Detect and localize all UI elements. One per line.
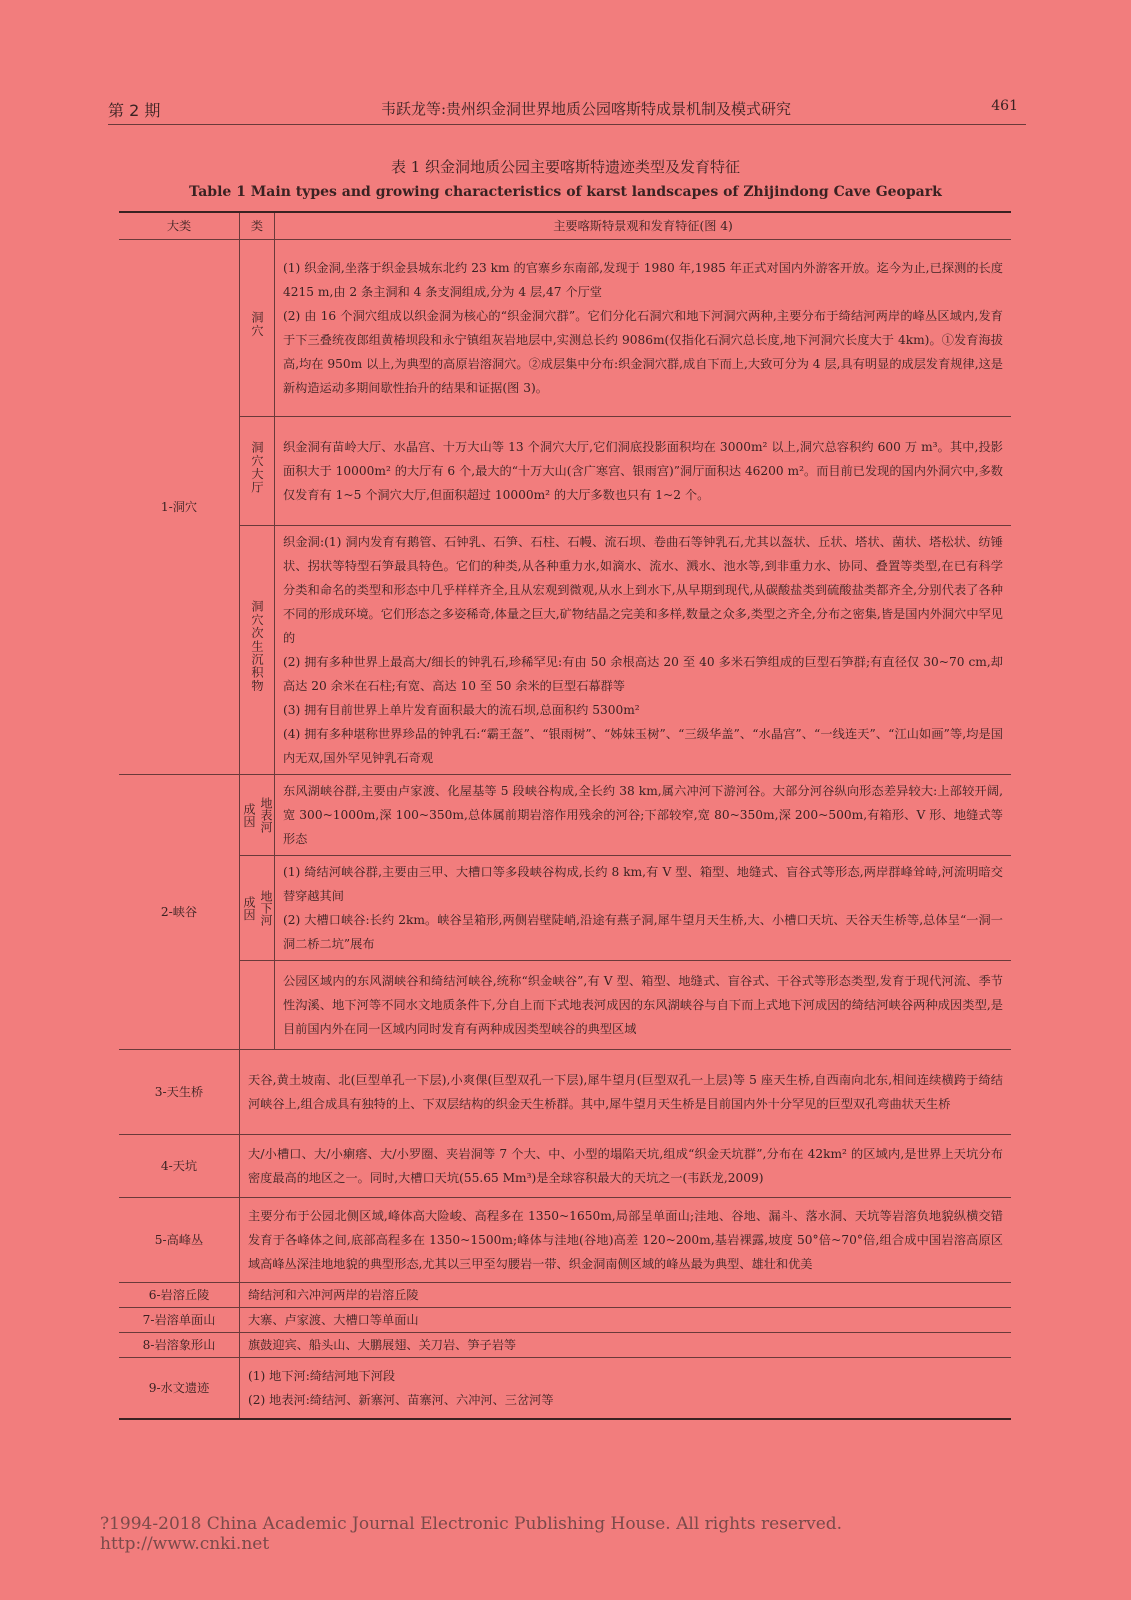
table-caption-en: Table 1 Main types and growing characteristics of karst landscapes of Zhijindong Cave Geopark xyxy=(189,184,942,200)
description-cell: 东风湖峡谷群,主要由卢家渡、化屋基等 5 段峡谷构成,全长约 38 km,属六冲河下游河谷。大部分河谷纵向形态差异较大:上部较开阔,宽 300~1000m,深 100~350m,总体属前期岩溶作用残余的河谷;下部较窄,宽 80~350m,深 200~500m,有箱形、V 形、地缝式等形态 xyxy=(275,775,1012,856)
table-row xyxy=(119,1050,1011,1135)
description-cell: (1) 地下河:绮结河地下河段 (2) 地表河:绮结河、新寨河、苗寨河、六冲河、三岔河等 xyxy=(240,1358,1012,1420)
category-cell: 4-天坑 xyxy=(119,1135,240,1198)
running-header xyxy=(108,96,1026,125)
category-cell: 8-岩溶象形山 xyxy=(119,1333,240,1358)
karst-types-table xyxy=(119,211,1011,1420)
page-number: 461 xyxy=(991,98,1018,114)
table-row xyxy=(119,1358,1011,1420)
table-row xyxy=(119,961,1011,1050)
table-header-row xyxy=(119,212,1011,240)
description-cell: 主要分布于公园北侧区域,峰体高大险峻、高程多在 1350~1650m,局部呈单面山;洼地、谷地、漏斗、落水洞、天坑等岩溶负地貌纵横交错发育于各峰体之间,底部高程多在 1350~1500m;峰体与洼地(谷地)高差 120~200m,基岩裸露,坡度 50°倍~70°倍,组合成中国岩溶高原区域高峰丛深洼地地貌的典型形态,尤其以三甲至勾腰岩一带、织金洞南侧区域的峰丛最为典型、雄壮和优美 xyxy=(240,1198,1012,1283)
description-cell: 公园区域内的东风湖峡谷和绮结河峡谷,统称“织金峡谷”,有 V 型、箱型、地缝式、盲谷式、干谷式等形态类型,发育于现代河流、季节性沟溪、地下河等不同水文地质条件下,分自上而下式地表河成因的东风湖峡谷与自下而上式地下河成因的绮结河峡谷两种成因类型,是目前国内外在同一区域内同时发育有两种成因类型峡谷的典型区域 xyxy=(275,961,1012,1050)
copyright-text: ?1994-2018 China Academic Journal Electronic Publishing House. All rights reserved. xyxy=(100,1514,843,1534)
class-cell: 洞穴大厅 xyxy=(240,417,275,526)
description-cell: 大/小槽口、大/小瘌瘩、大/小罗圈、夹岩洞等 7 个大、中、小型的塌陷天坑,组成“织金天坑群”,分布在 42km² 的区域内,是世界上天坑分布密度最高的地区之一。同时,大槽口天坑(55.65 Mm³)是全球容积最大的天坑之一(韦跃龙,2009) xyxy=(240,1135,1012,1198)
description-cell: 大寨、卢家渡、大槽口等单面山 xyxy=(240,1308,1012,1333)
table-row xyxy=(119,775,1011,856)
description-cell: 织金洞有苗岭大厅、水晶宫、十万大山等 13 个洞穴大厅,它们洞底投影面积均在 3000m² 以上,洞穴总容积约 600 万 m³。其中,投影面积大于 10000m² 的大厅有 6 个,最大的“十万大山(含广寒宫、银雨宫)”洞厅面积达 46200 m²。而目前已发现的国内外洞穴中,多数仅发育有 1~5 个洞穴大厅,但面积超过 10000m² 的大厅多数也只有 1~2 个。 xyxy=(275,417,1012,526)
description-cell: (1) 织金洞,坐落于织金县城东北约 23 km 的官寨乡东南部,发现于 1980 年,1985 年正式对国内外游客开放。迄今为止,已探测的长度 4215 m,由 2 条主洞和 4 条支洞组成,分为 4 层,47 个厅堂 (2) 由 16 个洞穴组成以织金洞为核心的“织金洞穴群”。它们分化石洞穴和地下河洞穴两种,主要分布于绮结河两岸的峰丛区域内,发育于下三叠统夜郎组黄椿坝段和永宁镇组灰岩地层中,实测总长约 9086m(仅指化石洞穴总长度,地下河洞穴长度大于 4km)。①发育海拔高,均在 950m 以上,为典型的高原岩溶洞穴。②成层集中分布:织金洞穴群,成自下而上,大致可分为 4 层,具有明显的成层发育规律,这是新构造运动多期间歇性抬升的结果和证据(图 3)。 xyxy=(275,240,1012,417)
description-cell: (1) 绮结河峡谷群,主要由三甲、大槽口等多段峡谷构成,长约 8 km,有 V 型、箱型、地缝式、盲谷式等形态,两岸群峰耸峙,河流明暗交替穿越其间 (2) 大槽口峡谷:长约 2km。峡谷呈箱形,两侧岩壁陡峭,沿途有燕子洞,犀牛望月天生桥,大、小槽口天坑、天谷天生桥等,总体呈“一洞一洞二桥二坑”展布 xyxy=(275,856,1012,961)
category-cell: 6-岩溶丘陵 xyxy=(119,1283,240,1308)
category-gorge: 2-峡谷 xyxy=(119,775,240,1050)
table-row xyxy=(119,1283,1011,1308)
description-cell: 绮结河和六冲河两岸的岩溶丘陵 xyxy=(240,1283,1012,1308)
description-cell: 旗鼓迎宾、船头山、大鹏展翅、关刀岩、笋子岩等 xyxy=(240,1333,1012,1358)
table-row xyxy=(119,1198,1011,1283)
header-class: 类 xyxy=(240,212,275,240)
description-cell: 天谷,黄土坡南、北(巨型单孔一下层),小爽倮(巨型双孔一下层),犀牛望月(巨型双孔一上层)等 5 座天生桥,自西南向北东,相间连续横跨于绮结河峡谷上,组合成具有独特的上、下双层结构的织金天生桥群。其中,犀牛望月天生桥是目前国内外十分罕见的巨型双孔弯曲状天生桥 xyxy=(240,1050,1012,1135)
category-cell: 5-高峰丛 xyxy=(119,1198,240,1283)
issue-label: 第 2 期 xyxy=(108,101,161,120)
header-description: 主要喀斯特景观和发育特征(图 4) xyxy=(275,212,1012,240)
class-cell: 洞穴次生沉积物 xyxy=(240,526,275,775)
category-cell: 3-天生桥 xyxy=(119,1050,240,1135)
table-row xyxy=(119,526,1011,775)
table-row xyxy=(119,417,1011,526)
table-row xyxy=(119,240,1011,417)
category-cell: 7-岩溶单面山 xyxy=(119,1308,240,1333)
header-category: 大类 xyxy=(119,212,240,240)
description-cell: 织金洞:(1) 洞内发育有鹅管、石钟乳、石笋、石柱、石幔、流石坝、卷曲石等钟乳石,尤其以盔状、丘状、塔状、菌状、塔松状、纺锤状、拐状等特型石笋最具特色。它们的种类,从各种重力水,如滴水、流水、溅水、池水等,到非重力水、协同、叠置等类型,在已有科学分类和命名的类型和形态中几乎样样齐全,且从宏观到微观,从水上到水下,从早期到现代,从碳酸盐类到硫酸盐类都齐全,分别代表了各种不同的形成环境。它们形态之多姿稀奇,体量之巨大,矿物结晶之完美和多样,数量之众多,类型之齐全,分布之密集,皆是国内外洞穴中罕见的 (2) 拥有多种世界上最高大/细长的钟乳石,珍稀罕见:有由 50 余根高达 20 至 40 多米石笋组成的巨型石笋群;有直径仅 30~70 cm,却高达 20 余米在石柱;有宽、高达 10 至 50 余米的巨型石幕群等 (3) 拥有目前世界上单片发育面积最大的流石坝,总面积约 5300m² (4) 拥有多种堪称世界珍品的钟乳石:“霸王盔”、“银雨树”、“姊妹玉树”、“三级华盖”、“水晶宫”、“一线连天”、“江山如画”等,均是国内无双,国外罕见钟乳石奇观 xyxy=(275,526,1012,775)
footer xyxy=(100,1514,1030,1554)
table-caption-cn: 表 1 织金洞地质公园主要喀斯特遗迹类型及发育特征 xyxy=(390,158,741,176)
class-cell: 洞穴 xyxy=(240,240,275,417)
table-row xyxy=(119,856,1011,961)
origin-cell-empty xyxy=(240,961,275,1050)
footer-url: http://www.cnki.net xyxy=(100,1534,270,1554)
category-cave: 1-洞穴 xyxy=(119,240,240,775)
category-cell: 9-水文遗迹 xyxy=(119,1358,240,1420)
table-row xyxy=(119,1135,1011,1198)
running-title: 韦跃龙等:贵州织金洞世界地质公园喀斯特成景机制及模式研究 xyxy=(380,100,792,118)
origin-cell: 成因 地表河 xyxy=(240,775,275,856)
origin-cell: 成因 地下河 xyxy=(240,856,275,961)
table-row xyxy=(119,1308,1011,1333)
table-row xyxy=(119,1333,1011,1358)
